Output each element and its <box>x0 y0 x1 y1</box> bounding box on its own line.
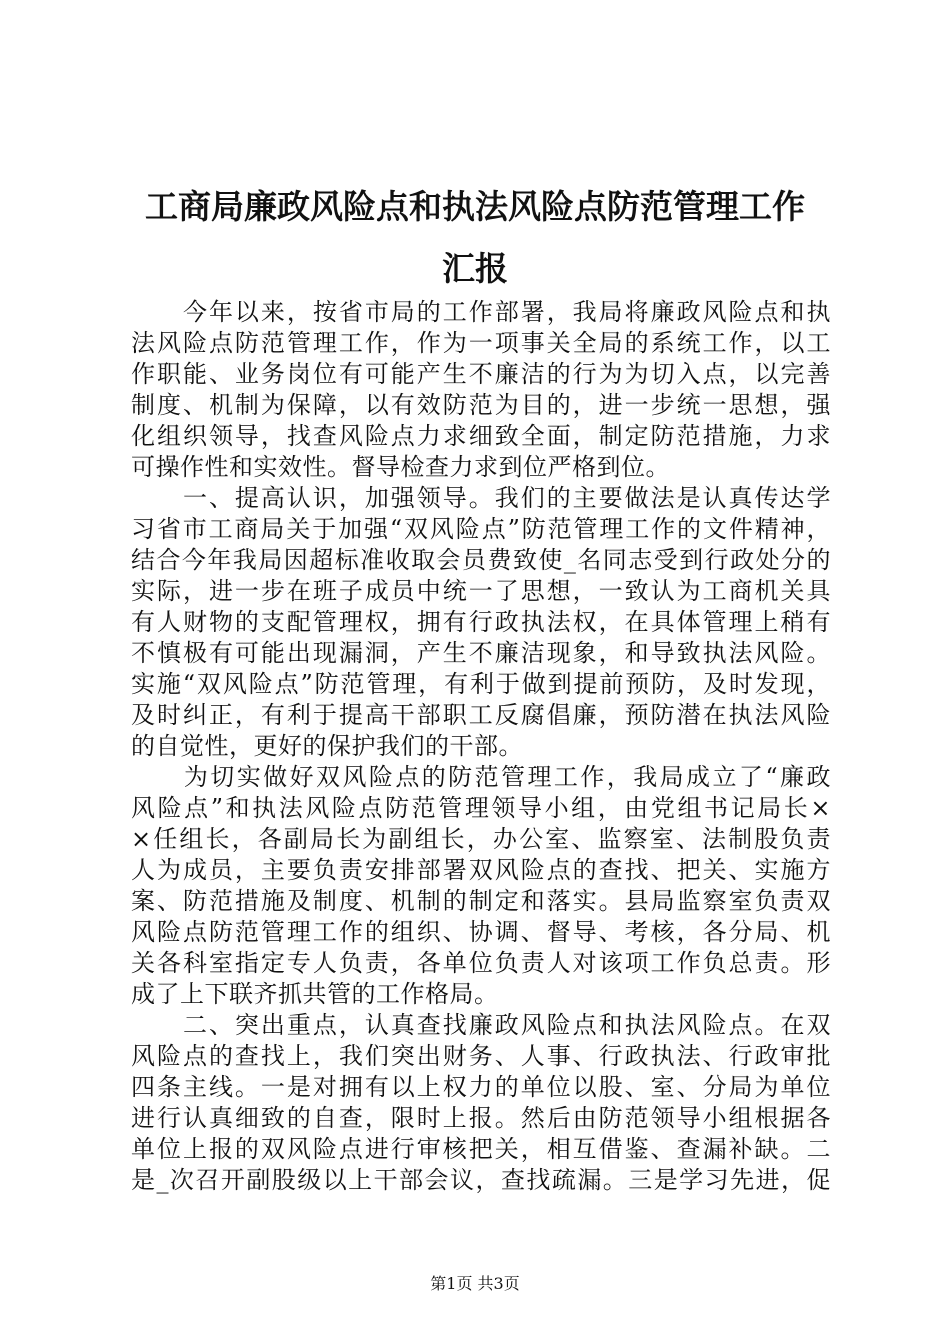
body-line: 实际，进一步在班子成员中统一了思想，一致认为工商机关具 <box>131 577 831 605</box>
body-line: 的自觉性，更好的保护我们的干部。 <box>131 732 523 760</box>
body-line: 一、提高认识，加强领导。我们的主要做法是认真传达学 <box>131 484 831 512</box>
body-line: 案、防范措施及制度、机制的制定和落实。县局监察室负责双 <box>131 887 831 915</box>
body-line: 今年以来，按省市局的工作部署，我局将廉政风险点和执 <box>131 298 831 326</box>
body-line: 风险点”和执法风险点防范管理领导小组，由党组书记局长× <box>131 794 831 822</box>
body-line: 制度、机制为保障，以有效防范为目的，进一步统一思想，强 <box>131 391 831 419</box>
body-line: 四条主线。一是对拥有以上权力的单位以股、室、分局为单位 <box>131 1073 831 1101</box>
body-line: 化组织领导，找查风险点力求细致全面，制定防范措施，力求 <box>131 422 831 450</box>
body-line: 有人财物的支配管理权，拥有行政执法权，在具体管理上稍有 <box>131 608 831 636</box>
body-line: 实施“双风险点”防范管理，有利于做到提前预防，及时发现， <box>131 670 831 698</box>
body-line: 为切实做好双风险点的防范管理工作，我局成立了“廉政 <box>131 763 831 791</box>
body-line: 成了上下联齐抓共管的工作格局。 <box>131 980 499 1008</box>
body-line: 法风险点防范管理工作，作为一项事关全局的系统工作，以工 <box>131 329 831 357</box>
body-line: 人为成员，主要负责安排部署双风险点的查找、把关、实施方 <box>131 856 831 884</box>
body-line: 及时纠正，有利于提高干部职工反腐倡廉，预防潜在执法风险 <box>131 701 831 729</box>
page-footer: 第1页 共3页 <box>430 1274 520 1293</box>
body-line: 不慎极有可能出现漏洞，产生不廉洁现象，和导致执法风险。 <box>131 639 831 667</box>
body-line: 单位上报的双风险点进行审核把关，相互借鉴、查漏补缺。二 <box>131 1135 831 1163</box>
document-body <box>131 297 831 1196</box>
body-line: 风险点防范管理工作的组织、协调、督导、考核，各分局、机 <box>131 918 831 946</box>
body-line: 二、突出重点，认真查找廉政风险点和执法风险点。在双 <box>131 1011 831 1039</box>
body-line: 结合今年我局因超标准收取会员费致使_名同志受到行政处分的 <box>131 546 831 574</box>
body-line: 是_次召开副股级以上干部会议，查找疏漏。三是学习先进，促 <box>131 1166 831 1194</box>
document-title-line-2: 汇报 <box>442 249 508 288</box>
body-line: 风险点的查找上，我们突出财务、人事、行政执法、行政审批 <box>131 1042 831 1070</box>
body-line: ×任组长，各副局长为副组长，办公室、监察室、法制股负责 <box>131 825 831 853</box>
body-line: 作职能、业务岗位有可能产生不廉洁的行为为切入点，以完善 <box>131 360 831 388</box>
document-title-line-1: 工商局廉政风险点和执法风险点防范管理工作 <box>145 187 805 226</box>
body-line: 关各科室指定专人负责，各单位负责人对该项工作负总责。形 <box>131 949 831 977</box>
body-line: 进行认真细致的自查，限时上报。然后由防范领导小组根据各 <box>131 1104 831 1132</box>
body-line: 可操作性和实效性。督导检查力求到位严格到位。 <box>131 453 670 481</box>
body-line: 习省市工商局关于加强“双风险点”防范管理工作的文件精神， <box>131 515 831 543</box>
